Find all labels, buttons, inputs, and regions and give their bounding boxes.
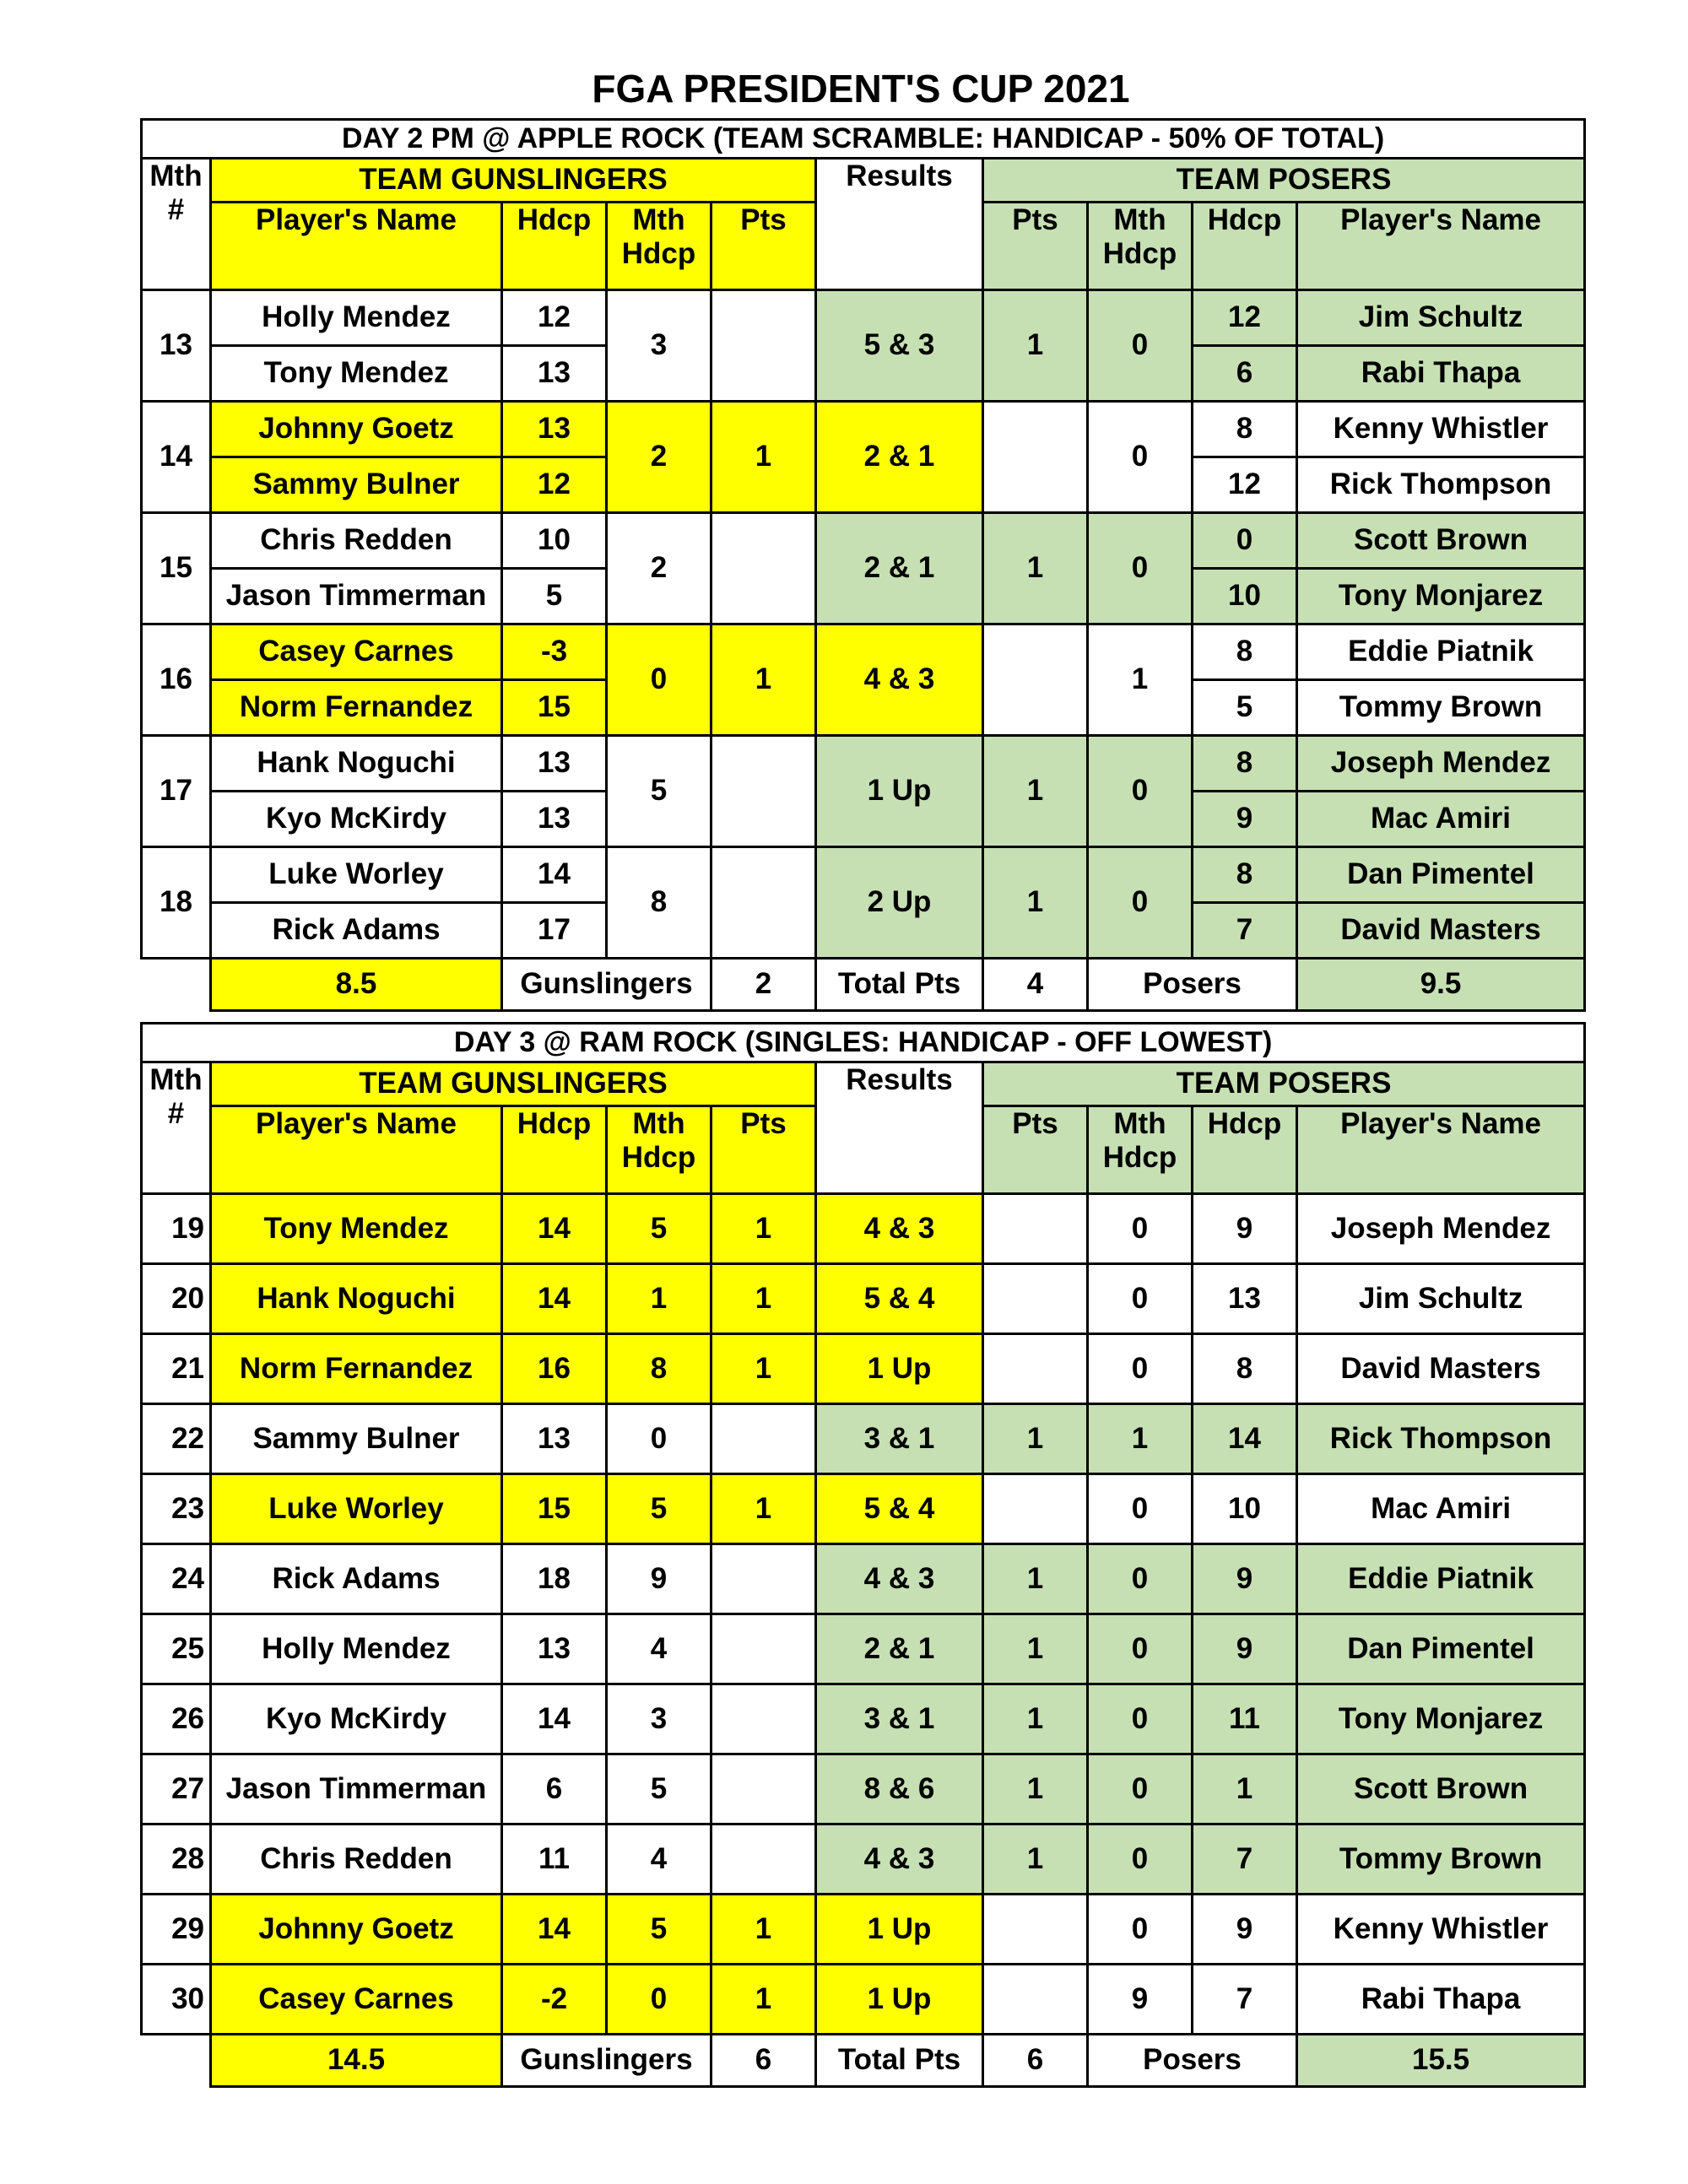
totals-row [142,2035,1585,2087]
gunslingers-label: Gunslingers [502,2035,711,2087]
match-result: 4 & 3 [816,1544,983,1614]
poser-player-name: Kenny Whistler [1297,402,1585,457]
gunslinger-pts: 1 [711,1264,816,1334]
match-number: 15 [142,513,211,624]
gunslinger-player-name: Johnny Goetz [211,1895,502,1965]
match-row [142,1825,1585,1895]
match-row [142,624,1585,680]
total-pts-label: Total Pts [816,959,983,1011]
poser-match-hdcp: 9 [1088,1965,1193,2035]
match-result: 2 & 1 [816,1614,983,1684]
match-row [142,1194,1585,1264]
posers-total: 15.5 [1297,2035,1585,2087]
poser-match-hdcp: 0 [1088,1895,1193,1965]
page-title: FGA PRESIDENT'S CUP 2021 [592,67,1130,111]
match-result: 4 & 3 [816,1825,983,1895]
poser-pts [983,1474,1088,1544]
gunslinger-pts: 1 [711,1474,816,1544]
gunslinger-player-name: Holly Mendez [211,290,502,346]
gunslingers-label: Gunslingers [502,959,711,1011]
totals-spacer [142,2035,211,2087]
match-number: 20 [142,1264,211,1334]
poser-player-name: Dan Pimentel [1297,847,1585,903]
gunslinger-hdcp: 16 [502,1334,607,1404]
team-gunslingers-header: TEAM GUNSLINGERS [211,159,816,203]
poser-hdcp: 6 [1193,346,1297,402]
poser-hdcp: 11 [1193,1684,1297,1754]
gunslinger-match-hdcp: 4 [607,1614,711,1684]
poser-pts: 1 [983,847,1088,959]
match-result: 2 & 1 [816,402,983,513]
gunslinger-hdcp: 10 [502,513,607,569]
gunslinger-pts: 1 [711,1194,816,1264]
poser-pts [983,1334,1088,1404]
gunslinger-hdcp: 11 [502,1825,607,1895]
match-row [142,1474,1585,1544]
poser-match-hdcp: 0 [1088,290,1193,402]
poser-match-hdcp: 0 [1088,513,1193,624]
poser-player-name: Joseph Mendez [1297,1194,1585,1264]
match-number: 30 [142,1965,211,2035]
match-result: 3 & 1 [816,1684,983,1754]
gunslinger-hdcp: -2 [502,1965,607,2035]
poser-match-hdcp: 0 [1088,1684,1193,1754]
poser-pts: 1 [983,513,1088,624]
totals-row [142,959,1585,1011]
match-number: 22 [142,1404,211,1474]
team-posers-header: TEAM POSERS [983,159,1585,203]
poser-player-name: Mac Amiri [1297,1474,1585,1544]
match-result: 2 Up [816,847,983,959]
gunslinger-match-hdcp: 5 [607,1194,711,1264]
gunslinger-pts: 1 [711,1334,816,1404]
gunslinger-hdcp: 13 [502,346,607,402]
gunslinger-hdcp: 14 [502,1194,607,1264]
match-result: 1 Up [816,1895,983,1965]
poser-hdcp: 10 [1193,1474,1297,1544]
poser-match-hdcp: 0 [1088,736,1193,847]
gunslinger-match-hdcp: 8 [607,1334,711,1404]
poser-player-name: Kenny Whistler [1297,1895,1585,1965]
gunslinger-match-hdcp: 3 [607,290,711,402]
poser-player-name: Scott Brown [1297,1754,1585,1825]
match-number: 14 [142,402,211,513]
gunslinger-player-name: Hank Noguchi [211,1264,502,1334]
poser-player-name: David Masters [1297,1334,1585,1404]
gunslinger-player-name: Hank Noguchi [211,736,502,792]
match-row [142,402,1585,457]
gunslinger-pts [711,1614,816,1684]
poser-pts: 1 [983,736,1088,847]
poser-hdcp: 12 [1193,457,1297,513]
posers-label: Posers [1088,959,1297,1011]
poser-match-hdcp: 1 [1088,1404,1193,1474]
gunslinger-pts: 1 [711,1895,816,1965]
gunslinger-match-hdcp: 0 [607,1404,711,1474]
b-players-name-header: Player's Name [1297,203,1585,290]
gunslinger-pts: 1 [711,1965,816,2035]
poser-player-name: Jim Schultz [1297,290,1585,346]
match-result: 5 & 4 [816,1474,983,1544]
gunslinger-player-name: Rick Adams [211,1544,502,1614]
poser-player-name: Rick Thompson [1297,457,1585,513]
gunslinger-hdcp: 14 [502,847,607,903]
team-posers-header: TEAM POSERS [983,1062,1585,1106]
gunslinger-player-name: Kyo McKirdy [211,792,502,847]
posers-label: Posers [1088,2035,1297,2087]
gunslingers-total: 14.5 [211,2035,502,2087]
day3-table [140,1022,1586,2088]
gunslinger-player-name: Johnny Goetz [211,402,502,457]
gunslinger-hdcp: 13 [502,1614,607,1684]
day3-banner: DAY 3 @ RAM ROCK (SINGLES: HANDICAP - OFF LOWEST) [142,1024,1585,1062]
poser-player-name: Tony Monjarez [1297,569,1585,624]
poser-pts [983,1965,1088,2035]
gunslinger-hdcp: 13 [502,402,607,457]
match-result: 1 Up [816,736,983,847]
poser-hdcp: 10 [1193,569,1297,624]
gunslinger-hdcp: 13 [502,1404,607,1474]
gunslinger-player-name: Jason Timmerman [211,569,502,624]
gunslinger-pts [711,1544,816,1614]
gunslinger-player-name: Kyo McKirdy [211,1684,502,1754]
posers-total: 9.5 [1297,959,1585,1011]
gunslinger-match-hdcp: 1 [607,1264,711,1334]
gunslinger-player-name: Chris Redden [211,513,502,569]
day2-banner: DAY 2 PM @ APPLE ROCK (TEAM SCRAMBLE: HANDICAP - 50% OF TOTAL) [142,120,1585,159]
gunslinger-match-hdcp: 5 [607,736,711,847]
poser-player-name: Joseph Mendez [1297,736,1585,792]
gunslinger-hdcp: 14 [502,1264,607,1334]
poser-hdcp: 0 [1193,513,1297,569]
poser-player-name: Mac Amiri [1297,792,1585,847]
gunslinger-match-hdcp: 5 [607,1895,711,1965]
poser-player-name: Eddie Piatnik [1297,1544,1585,1614]
match-number: 25 [142,1614,211,1684]
poser-hdcp: 13 [1193,1264,1297,1334]
poser-match-hdcp: 0 [1088,1334,1193,1404]
poser-hdcp: 9 [1193,1194,1297,1264]
gunslinger-hdcp: 14 [502,1684,607,1754]
poser-player-name: Dan Pimentel [1297,1614,1585,1684]
gunslinger-pts [711,1684,816,1754]
match-row [142,1684,1585,1754]
a-hdcp-header: Hdcp [502,203,607,290]
poser-pts [983,402,1088,513]
a-mth-hdcp-header: Mth Hdcp [607,203,711,290]
poser-pts: 1 [983,1404,1088,1474]
poser-player-name: Tommy Brown [1297,680,1585,736]
match-row [142,290,1585,346]
match-row [142,513,1585,569]
poser-match-hdcp: 0 [1088,1474,1193,1544]
b-pts-header: Pts [983,1106,1088,1194]
poser-hdcp: 8 [1193,624,1297,680]
totals-spacer [142,959,211,1011]
gunslinger-hdcp: 6 [502,1754,607,1825]
gunslinger-match-hdcp: 2 [607,402,711,513]
match-number: 18 [142,847,211,959]
gunslingers-pts: 2 [711,959,816,1011]
gunslinger-pts [711,736,816,847]
team-gunslingers-header: TEAM GUNSLINGERS [211,1062,816,1106]
match-result: 2 & 1 [816,513,983,624]
poser-pts [983,1264,1088,1334]
poser-hdcp: 8 [1193,736,1297,792]
poser-hdcp: 12 [1193,290,1297,346]
gunslinger-match-hdcp: 5 [607,1474,711,1544]
gunslinger-match-hdcp: 2 [607,513,711,624]
a-players-name-header: Player's Name [211,1106,502,1194]
match-row [142,847,1585,903]
poser-pts: 1 [983,290,1088,402]
poser-player-name: Jim Schultz [1297,1264,1585,1334]
poser-match-hdcp: 0 [1088,1614,1193,1684]
match-row [142,1614,1585,1684]
poser-pts: 1 [983,1544,1088,1614]
gunslinger-match-hdcp: 0 [607,624,711,736]
gunslinger-hdcp: 12 [502,290,607,346]
gunslinger-pts [711,847,816,959]
gunslinger-hdcp: -3 [502,624,607,680]
gunslinger-pts: 1 [711,624,816,736]
poser-hdcp: 9 [1193,1544,1297,1614]
match-row [142,1544,1585,1614]
poser-pts [983,1895,1088,1965]
poser-match-hdcp: 0 [1088,847,1193,959]
match-number: 16 [142,624,211,736]
gunslinger-match-hdcp: 9 [607,1544,711,1614]
a-pts-header: Pts [711,1106,816,1194]
gunslinger-hdcp: 12 [502,457,607,513]
poser-hdcp: 5 [1193,680,1297,736]
match-result: 8 & 6 [816,1754,983,1825]
b-pts-header: Pts [983,203,1088,290]
poser-player-name: David Masters [1297,903,1585,959]
poser-hdcp: 8 [1193,847,1297,903]
match-number: 28 [142,1825,211,1895]
results-header: Results [816,159,983,290]
poser-player-name: Rabi Thapa [1297,346,1585,402]
poser-hdcp: 7 [1193,1965,1297,2035]
gunslinger-hdcp: 13 [502,792,607,847]
match-row [142,736,1585,792]
poser-match-hdcp: 0 [1088,402,1193,513]
gunslinger-match-hdcp: 0 [607,1965,711,2035]
match-number: 17 [142,736,211,847]
gunslinger-pts [711,1825,816,1895]
match-number: 24 [142,1544,211,1614]
gunslinger-player-name: Rick Adams [211,903,502,959]
gunslinger-player-name: Jason Timmerman [211,1754,502,1825]
match-result: 4 & 3 [816,624,983,736]
match-number: 21 [142,1334,211,1404]
poser-pts: 1 [983,1825,1088,1895]
poser-pts: 1 [983,1754,1088,1825]
posers-pts: 6 [983,2035,1088,2087]
poser-hdcp: 8 [1193,1334,1297,1404]
gunslinger-player-name: Tony Mendez [211,1194,502,1264]
gunslinger-player-name: Norm Fernandez [211,680,502,736]
poser-match-hdcp: 0 [1088,1754,1193,1825]
poser-hdcp: 1 [1193,1754,1297,1825]
poser-player-name: Rick Thompson [1297,1404,1585,1474]
match-result: 5 & 3 [816,290,983,402]
gunslinger-hdcp: 18 [502,1544,607,1614]
poser-hdcp: 7 [1193,903,1297,959]
gunslinger-player-name: Norm Fernandez [211,1334,502,1404]
a-pts-header: Pts [711,203,816,290]
poser-match-hdcp: 0 [1088,1264,1193,1334]
poser-hdcp: 9 [1193,1614,1297,1684]
gunslinger-hdcp: 15 [502,1474,607,1544]
gunslingers-total: 8.5 [211,959,502,1011]
poser-hdcp: 9 [1193,1895,1297,1965]
match-number: 26 [142,1684,211,1754]
poser-match-hdcp: 0 [1088,1544,1193,1614]
poser-hdcp: 8 [1193,402,1297,457]
gunslinger-pts [711,1754,816,1825]
mth-header: Mth # [142,1062,211,1194]
gunslinger-match-hdcp: 3 [607,1684,711,1754]
match-result: 5 & 4 [816,1264,983,1334]
posers-pts: 4 [983,959,1088,1011]
match-row [142,1264,1585,1334]
poser-hdcp: 7 [1193,1825,1297,1895]
poser-pts [983,624,1088,736]
gunslinger-hdcp: 15 [502,680,607,736]
gunslinger-player-name: Casey Carnes [211,1965,502,2035]
poser-pts: 1 [983,1684,1088,1754]
match-number: 13 [142,290,211,402]
poser-player-name: Rabi Thapa [1297,1965,1585,2035]
results-header: Results [816,1062,983,1194]
gunslinger-player-name: Luke Worley [211,1474,502,1544]
match-row [142,1754,1585,1825]
gunslinger-player-name: Luke Worley [211,847,502,903]
gunslinger-player-name: Chris Redden [211,1825,502,1895]
b-players-name-header: Player's Name [1297,1106,1585,1194]
gunslinger-match-hdcp: 5 [607,1754,711,1825]
gunslinger-hdcp: 13 [502,736,607,792]
gunslinger-hdcp: 17 [502,903,607,959]
poser-player-name: Tommy Brown [1297,1825,1585,1895]
gunslinger-player-name: Sammy Bulner [211,1404,502,1474]
match-result: 1 Up [816,1965,983,2035]
match-row [142,1895,1585,1965]
match-row [142,1334,1585,1404]
poser-pts [983,1194,1088,1264]
gunslinger-hdcp: 14 [502,1895,607,1965]
gunslinger-pts [711,290,816,402]
poser-match-hdcp: 0 [1088,1825,1193,1895]
gunslinger-player-name: Sammy Bulner [211,457,502,513]
mth-header: Mth # [142,159,211,290]
match-number: 23 [142,1474,211,1544]
a-hdcp-header: Hdcp [502,1106,607,1194]
match-row [142,1404,1585,1474]
match-result: 4 & 3 [816,1194,983,1264]
poser-hdcp: 14 [1193,1404,1297,1474]
poser-player-name: Eddie Piatnik [1297,624,1585,680]
poser-match-hdcp: 0 [1088,1194,1193,1264]
b-mth-hdcp-header: Mth Hdcp [1088,203,1193,290]
b-hdcp-header: Hdcp [1193,203,1297,290]
gunslinger-pts [711,513,816,624]
gunslinger-match-hdcp: 8 [607,847,711,959]
match-number: 29 [142,1895,211,1965]
match-result: 1 Up [816,1334,983,1404]
a-mth-hdcp-header: Mth Hdcp [607,1106,711,1194]
poser-hdcp: 9 [1193,792,1297,847]
gunslinger-pts [711,1404,816,1474]
poser-pts: 1 [983,1614,1088,1684]
poser-match-hdcp: 1 [1088,624,1193,736]
a-players-name-header: Player's Name [211,203,502,290]
b-hdcp-header: Hdcp [1193,1106,1297,1194]
gunslinger-pts: 1 [711,402,816,513]
gunslinger-hdcp: 5 [502,569,607,624]
total-pts-label: Total Pts [816,2035,983,2087]
match-number: 19 [142,1194,211,1264]
poser-player-name: Tony Monjarez [1297,1684,1585,1754]
match-number: 27 [142,1754,211,1825]
poser-player-name: Scott Brown [1297,513,1585,569]
day2-table [140,118,1586,1012]
match-result: 3 & 1 [816,1404,983,1474]
gunslinger-match-hdcp: 4 [607,1825,711,1895]
gunslinger-player-name: Tony Mendez [211,346,502,402]
match-row [142,1965,1585,2035]
gunslinger-player-name: Holly Mendez [211,1614,502,1684]
b-mth-hdcp-header: Mth Hdcp [1088,1106,1193,1194]
gunslingers-pts: 6 [711,2035,816,2087]
gunslinger-player-name: Casey Carnes [211,624,502,680]
